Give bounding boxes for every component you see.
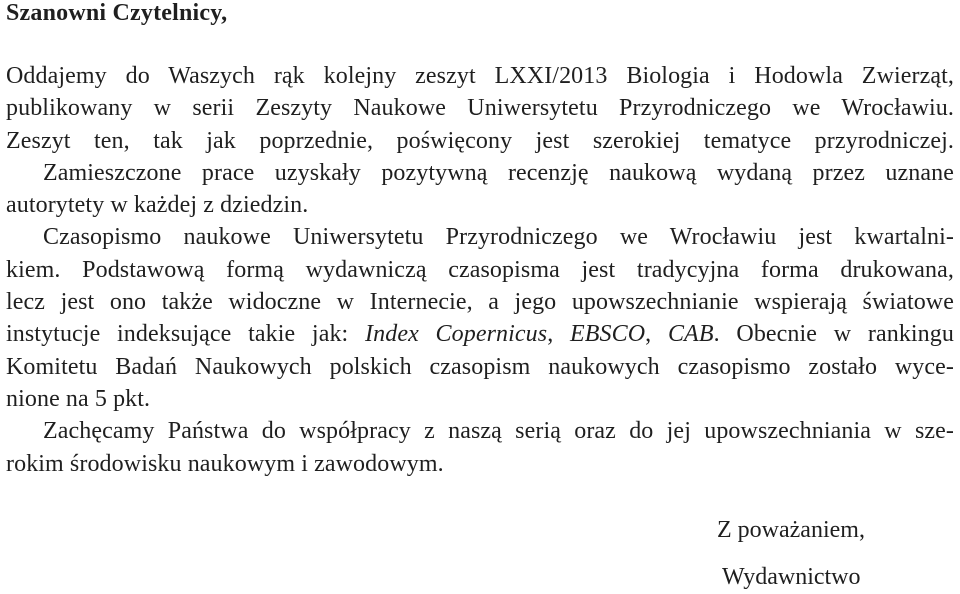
paragraph-2 [6, 157, 954, 222]
separator-1: , [547, 321, 570, 348]
paragraph-3-line-6: nione na 5 pkt. [6, 385, 151, 412]
salutation: Szanowni Czytelnicy, [6, 0, 228, 26]
paragraph-3-line-2: kiem. Podstawową formą wydawniczą czasopisma jest tradycyjna forma drukowana, [6, 256, 954, 283]
signature-publisher: Wydawnictwo [722, 564, 861, 590]
cab: CAB [667, 321, 714, 348]
paragraph-2-line-2: autorytety w każdej z dziedzin. [6, 192, 309, 219]
letter-body [6, 60, 954, 480]
separator-2: , [645, 321, 668, 348]
paragraph-3-line-1: Czasopismo naukowe Uniwersytetu Przyrodniczego we Wrocławiu jest kwartalni- [43, 224, 954, 251]
paragraph-3-line-4-end: . Obecnie w rankingu [713, 321, 954, 348]
paragraph-1-line-1: Oddajemy do Waszych rąk kolejny zeszyt LXXI/2013 Biologia i Hodowla Zwierząt, [6, 63, 954, 89]
paragraph-2-line-1: Zamieszczone prace uzyskały pozytywną recenzję naukową wydaną przez uznane [43, 159, 954, 186]
paragraph-4-line-2: rokim środowisku naukowym i zawodowym. [6, 450, 444, 477]
paragraph-3-line-4 [6, 318, 954, 350]
paragraph-4-line-1: Zachęcamy Państwa do współpracy z naszą serią oraz do jej upowszechniania w sze- [43, 418, 954, 445]
paragraph-1 [6, 60, 954, 157]
paragraph-1-line-2: publikowany w serii Zeszyty Naukowe Uniwersytetu Przyrodniczego we Wrocławiu. [6, 95, 954, 122]
paragraph-3-line-5: Komitetu Badań Naukowych polskich czasopism naukowych czasopismo zostało wyce- [6, 353, 954, 380]
closing-phrase: Z poważaniem, [717, 517, 865, 543]
paragraph-1-line-3: Zeszyt ten, tak jak poprzednie, poświęcony jest szerokiej tematyce przyrodniczej. [6, 127, 954, 154]
paragraph-4 [6, 415, 954, 480]
paragraph-3-line-4-start: instytucje indeksujące takie jak: [6, 321, 366, 348]
paragraph-3 [6, 221, 954, 415]
ebsco: EBSCO [569, 321, 646, 348]
paragraph-3-line-3: lecz jest ono także widoczne w Internecie, a jego upowszechnianie wspierają światowe [6, 289, 954, 316]
index-copernicus: Index Copernicus [365, 321, 548, 348]
